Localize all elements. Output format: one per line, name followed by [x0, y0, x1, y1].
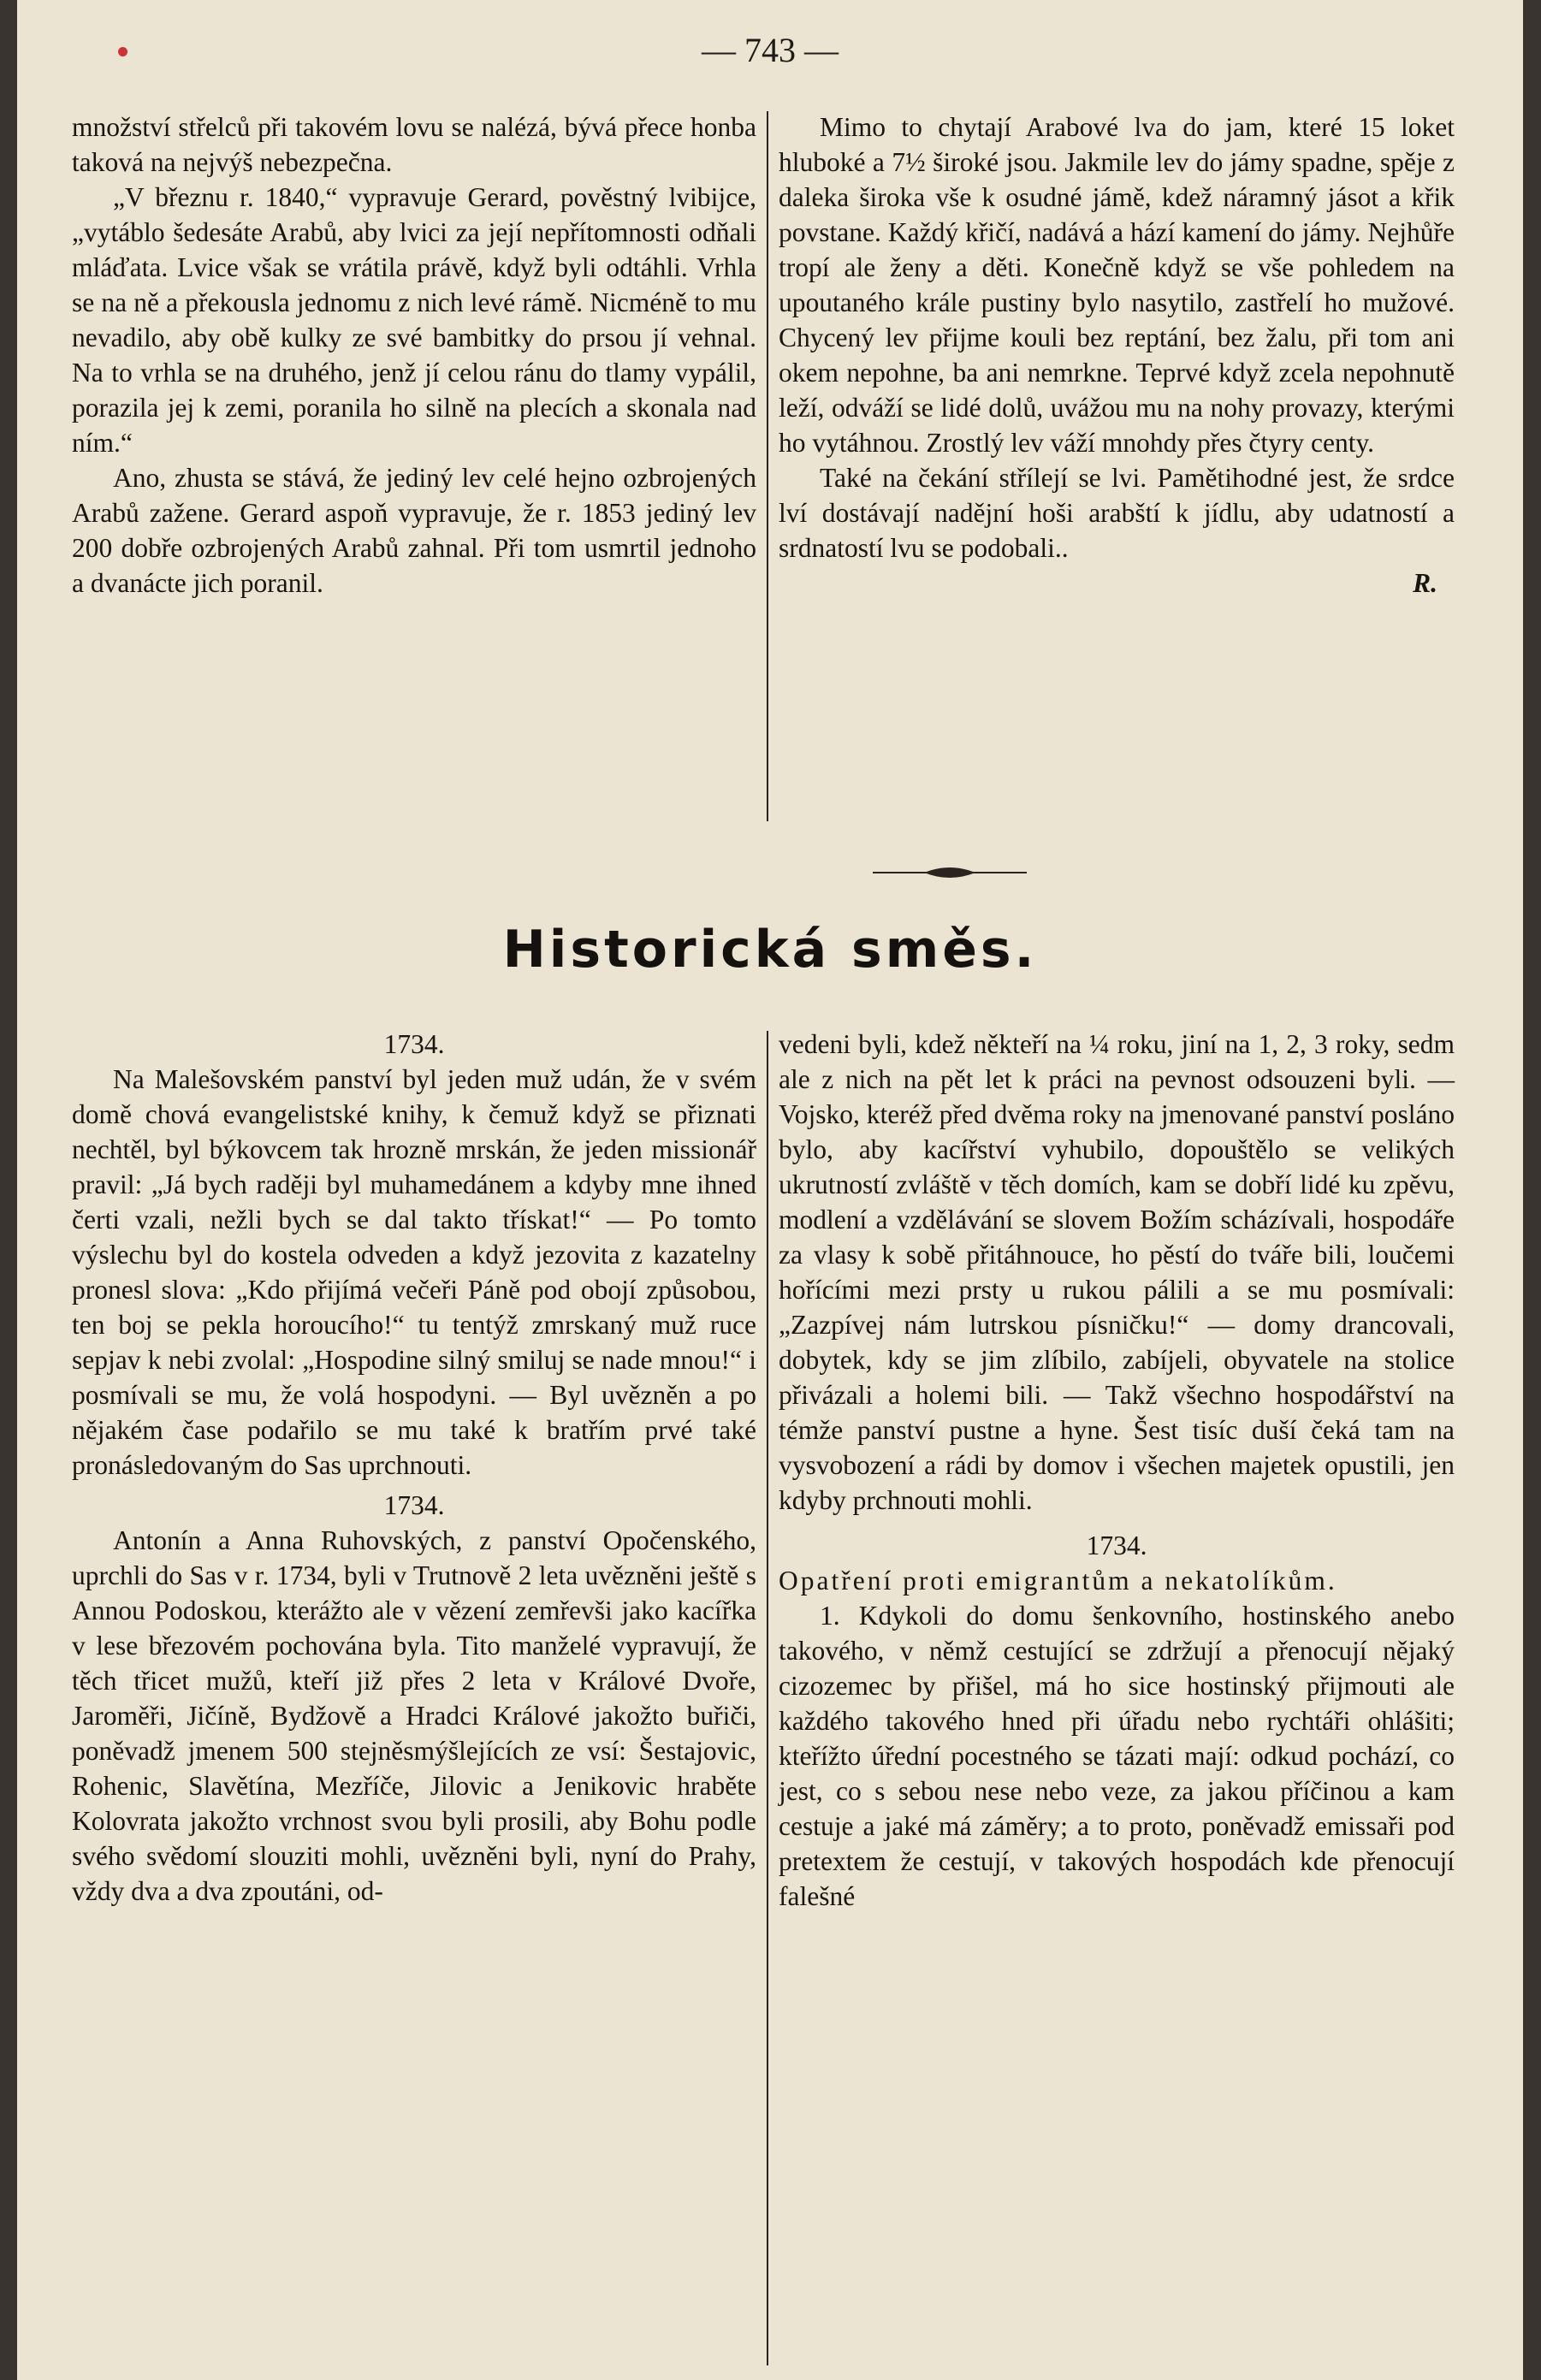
year-heading: 1734. [383, 1029, 445, 1059]
page-number: — 743 — [702, 31, 839, 69]
paragraph: množství střelců při takovém lovu se nalézá, bývá přece honba taková na nejvýš nebezpečna. [72, 112, 756, 177]
year-heading: 1734. [1086, 1530, 1147, 1560]
year-heading: 1734. [383, 1490, 445, 1520]
paragraph: Také na čekání střílejí se lvi. Pamětihodné jest, že srdce lví dostávají nadějní hoši arabští k jídlu, aby udatností a srdnatostí lvu se podobali.. [779, 463, 1455, 563]
section-title: Historická směs. [502, 920, 1038, 980]
page [17, 0, 1523, 2380]
article-heading: Opatření proti emigrantům a nekatolíkům. [779, 1566, 1337, 1596]
paragraph: 1. Kdykoli do domu šenkovního, hostinského anebo takového, v němž cestující se zdržují a přenocují nějaký cizozemec by přišel, má ho sice hostinský přijmouti ale každého takového hned při úřadu nebo rychtáři ohlášiti; kteřížto úřední pocestného se tázati mají: odkud pochází, co jest, co s sebou nese nebo veze, za jakou příčinou a kam cestuje a jaké má záměry; a to proto, poněvadž emissaři pod pretextem že cestují, v takových hospodách kde přenocují falešné [779, 1601, 1455, 1911]
column-rule [767, 1031, 768, 2365]
bottom-left-column [72, 1027, 756, 1909]
signature: R. [1413, 568, 1437, 598]
paragraph: „V březnu r. 1840,“ vypravuje Gerard, pověstný lvibijce, „vytáblo šedesáte Arabů, aby lvici za její nepřítomnosti odňali mláďata. Lvice však se vrátila právě, když byli odtáhli. Vrhla se na ně a překousla jednomu z nich levé rámě. Nicméně to mu nevadilo, aby obě kulky ze své bambitky do prsou jí vehnal. Na to vrhla se na druhého, jenž jí celou ránu do tlamy vypálil, porazila jej k zemi, poranila ho silně na plecích a skonala nad ním.“ [72, 182, 756, 458]
paragraph: Mimo to chytají Arabové lva do jam, které 15 loket hluboké a 7½ široké jsou. Jakmile lev do jámy spadne, spěje z daleka široka vše k osudné jámě, kdež náramný jásot a křik povstane. Každý křičí, nadává a hází kamení do jámy. Nejhůře tropí ale ženy a děti. Konečně když se vše pohledem na upoutaného krále pustiny bylo nasytilo, zastřelí ho mužové. Chycený lev přijme kouli bez reptání, bez žalu, při tom ani okem nepohne, ba ani nemrkne. Teprvé když zcela nepohnutě leží, odváží se lidé dolů, uvážou mu na nohy provazy, kterými ho vytáhnou. Zrostlý lev váží mnohdy přes čtyry centy. [779, 112, 1455, 458]
paragraph: vedeni byli, kdež někteří na ¼ roku, jiní na 1, 2, 3 roky, sedm ale z nich na pět let k práci na pevnost odsouzeni byli. — Vojsko, kteréž před dvěma roky na jmenované panství posláno bylo, aby kacířství vyhubilo, dopouštělo se velikých ukrutností zvláště v těch domích, kam se dobří lidé ku zpěvu, modlení a vzdělávání se slovem Božím scházívali, hospodáře za vlasy k sobě přitáhnouce, ho pěstí do tváře bili, loučemi hořícími mezi prsty u rukou pálili a se mu posmívali: „Zazpívej nám lutrskou písničku!“ — domy drancovali, dobytek, kdy se jim zlíbilo, zabíjeli, obyvatele na stolice přivázali a holemi bili. — Takž všechno hospodářství na témže panství pustne a hyne. Šest tisíc duší čeká tam na vysvobození a rádi by domov i všechen majetek opustili, jen kdyby prchnouti mohli. [779, 1029, 1455, 1515]
top-right-column [779, 110, 1455, 601]
column-rule [767, 111, 768, 821]
paragraph: Ano, zhusta se stává, že jediný lev celé hejno ozbrojených Arabů zažene. Gerard aspoň vypravuje, že r. 1853 jediný lev 200 dobře ozbrojených Arabů zahnal. Při tom usmrtil jednoho a dvanácte jich poranil. [72, 463, 756, 598]
ornament-divider [873, 864, 1027, 881]
paragraph: Na Malešovském panství byl jeden muž udán, že v svém domě chová evangelistské knihy, k čemuž když se přiznati nechtěl, byl býkovcem tak hrozně mrskán, že jeden missionář pravil: „Já bych raději byl muhamedánem a kdyby mne ihned čerti vzali, nežli bych se dal takto třískat!“ — Po tomto výslechu byl do kostela odveden a když jezovita z kazatelny pronesl slova: „Kdo přijímá večeři Páně pod obojí způsobou, ten boj se pekla horoucího!“ tu tentýž zmrskaný muž ruce sepjav k nebi zvolal: „Hospodine silný smiluj se nade mnou!“ i posmívali se mu, že volá hospodyni. — Byl uvězněn a po nějakém čase podařilo se mu také k bratřím prvé také pronásledovaným do Sas uprchnouti. [72, 1064, 756, 1480]
top-left-column [72, 110, 756, 601]
paragraph: Antonín a Anna Ruhovských, z panství Opočenského, uprchli do Sas v r. 1734, byli v Trutnově 2 leta uvězněni ještě s Annou Podoskou, kterážto ale v vězení zemřevši jako kacířka v lese březovém pochována byla. Tito manželé vypravují, že těch třicet mužů, kteří již přes 2 leta v Králové Dvoře, Jaroměři, Jičíně, Bydžově a Hradci Králové jakožto buřiči, poněvadž jmenem 500 stejněsmýšlejících ze vsí: Šestajovic, Rohenic, Slavětína, Mezříče, Jilovic a Jenikovic hraběte Kolovrata jakožto vrchnost svou byli prosili, aby Bohu podle svého svědomí slouziti mohli, uvězněni byli, nyní do Prahy, vždy dva a dva zpoutáni, od- [72, 1525, 756, 1906]
bottom-right-column [779, 1027, 1455, 1914]
